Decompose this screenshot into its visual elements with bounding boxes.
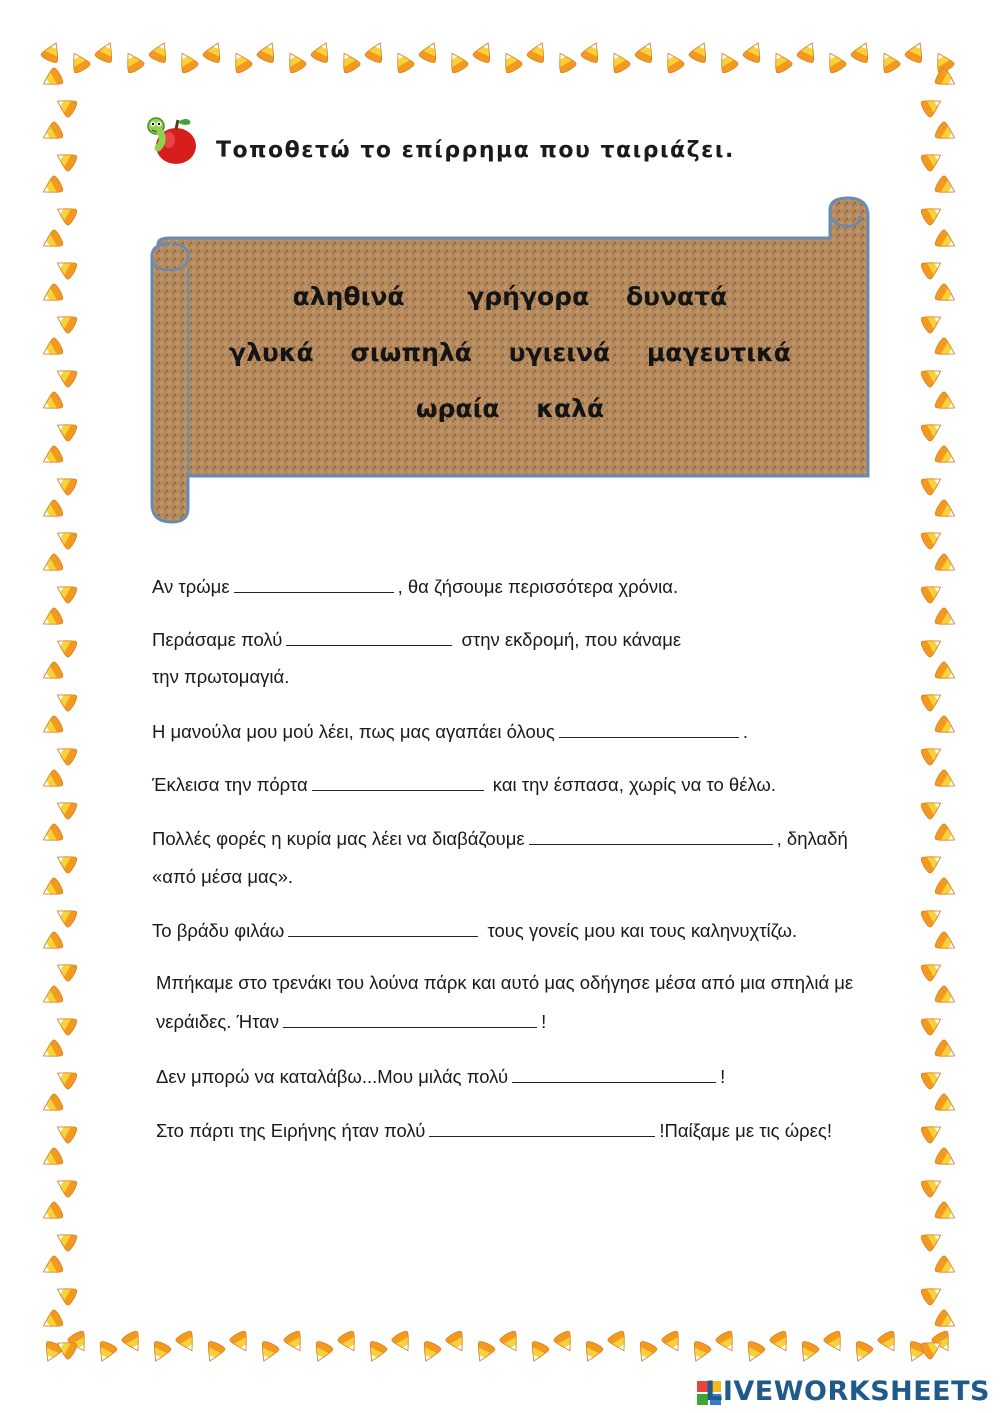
candy-corn-icon (336, 49, 361, 74)
candy-corn-icon (418, 1340, 442, 1365)
candy-corn-icon (445, 1330, 470, 1355)
candy-corn-icon (39, 445, 64, 470)
candy-corn-icon (53, 1281, 78, 1306)
candy-corn-icon (53, 309, 78, 334)
candy-corn-icon (39, 391, 64, 416)
candy-corn-icon (53, 687, 78, 712)
candy-corn-icon (823, 1330, 848, 1355)
candy-corn-icon (552, 49, 577, 74)
candy-corn-icon (53, 633, 78, 658)
candy-corn-icon (934, 1093, 959, 1118)
sentence-7: Μπήκαμε στο τρενάκι του λούνα πάρκ και αυτό μας οδήγησε μέσα από μια σπηλιά με (156, 972, 854, 993)
candy-corn-icon (688, 39, 712, 64)
candy-corn-icon (934, 931, 959, 956)
candy-corn-icon (39, 877, 64, 902)
sentence-8: Δεν μπορώ να καταλάβω...Μου μιλάς πολύ ! (156, 1066, 726, 1087)
candy-corn-icon (53, 741, 78, 766)
candy-corn-icon (920, 1281, 945, 1306)
candy-corn-icon (920, 633, 945, 658)
candy-corn-icon (39, 175, 64, 200)
candy-corn-icon (876, 49, 901, 74)
candy-corn-icon (742, 1340, 766, 1365)
candy-corn-icon (634, 39, 658, 64)
candy-corn-icon (364, 1340, 388, 1365)
candy-corn-icon (53, 1065, 78, 1090)
candy-corn-icon (768, 49, 793, 74)
candy-corn-icon (742, 39, 766, 64)
candy-corn-icon (229, 1330, 254, 1355)
candy-corn-icon (920, 93, 945, 118)
candy-corn-icon (920, 147, 945, 172)
word-chip: ωραία (415, 394, 500, 423)
candy-corn-icon (256, 1340, 280, 1365)
candy-corn-icon (934, 229, 959, 254)
candy-corn-icon (39, 607, 64, 632)
candy-corn-icon (39, 1093, 64, 1118)
candy-corn-icon (934, 1309, 959, 1334)
candy-corn-icon (714, 49, 739, 74)
candy-corn-icon (822, 49, 847, 74)
answer-blank-8[interactable] (512, 1067, 716, 1083)
word-bank-row-2 (190, 338, 830, 367)
candy-corn-icon (444, 49, 469, 74)
candy-corn-icon (920, 849, 945, 874)
sentence-1: Αν τρώμε , θα ζήσουμε περισσότερα χρόνια. (152, 576, 679, 597)
answer-blank-6[interactable] (288, 921, 478, 937)
sentence-4: Έκλεισα την πόρτα και την έσπασα, χωρίς να το θέλω. (152, 774, 777, 795)
candy-corn-icon (920, 687, 945, 712)
sentence-9: Στο πάρτι της Ειρήνης ήταν πολύ !Παίξαμε με τις ώρες! (156, 1120, 832, 1141)
sentence-3: Η μανούλα μου μού λέει, πως μας αγαπάει όλους . (152, 721, 748, 742)
candy-corn-icon (53, 1335, 78, 1360)
candy-corn-icon (390, 49, 415, 74)
word-chip: αληθινά (292, 282, 405, 311)
candy-corn-icon (580, 39, 604, 64)
candy-corn-icon (53, 147, 78, 172)
candy-corn-icon (39, 283, 64, 308)
candy-corn-icon (40, 1340, 64, 1365)
liveworksheets-brand[interactable]: LIVEWORKSHEETS (705, 1376, 990, 1407)
candy-corn-icon (934, 67, 959, 92)
candy-corn-icon (934, 337, 959, 362)
candy-corn-icon (53, 255, 78, 280)
candy-corn-icon (53, 795, 78, 820)
candy-corn-icon (337, 1330, 362, 1355)
candy-corn-icon (40, 39, 64, 64)
candy-corn-icon (934, 391, 959, 416)
sentence-2: Περάσαμε πολύ στην εκδρομή, που κάναμε (152, 629, 682, 650)
candy-corn-icon (310, 1340, 334, 1365)
candy-corn-icon (39, 661, 64, 686)
candy-corn-icon (228, 49, 253, 74)
candy-corn-icon (94, 1340, 118, 1365)
candy-corn-icon (39, 1147, 64, 1172)
candy-corn-icon (920, 1119, 945, 1144)
candy-corn-icon (39, 499, 64, 524)
candy-corn-icon (121, 1330, 146, 1355)
candy-corn-icon (39, 769, 64, 794)
candy-corn-icon (53, 93, 78, 118)
word-chip: δυνατά (625, 282, 728, 311)
candy-corn-icon (920, 1173, 945, 1198)
candy-corn-icon (148, 39, 172, 64)
candy-corn-icon (202, 1340, 226, 1365)
candy-corn-icon (850, 1340, 874, 1365)
candy-corn-icon (53, 1173, 78, 1198)
sentence-7-continued: νεράιδες. Ήταν ! (156, 1011, 547, 1032)
candy-corn-icon (920, 471, 945, 496)
word-chip: γλυκά (229, 338, 314, 367)
candy-corn-icon (498, 49, 523, 74)
candy-corn-icon (920, 309, 945, 334)
candy-corn-icon (934, 661, 959, 686)
candy-corn-icon (934, 445, 959, 470)
word-bank-row-3 (190, 394, 830, 423)
candy-corn-icon (920, 525, 945, 550)
candy-corn-icon (904, 39, 928, 64)
candy-corn-icon (526, 39, 550, 64)
candy-corn-icon (920, 579, 945, 604)
candy-corn-icon (53, 471, 78, 496)
candy-corn-icon (920, 1227, 945, 1252)
candy-corn-icon (934, 877, 959, 902)
candy-corn-icon (930, 49, 955, 74)
answer-blank-2[interactable] (286, 630, 452, 646)
candy-corn-icon (53, 525, 78, 550)
word-chip: καλά (536, 394, 605, 423)
candy-corn-icon (175, 1330, 200, 1355)
candy-corn-icon (39, 931, 64, 956)
sentence-2-continued: την πρωτομαγιά. (152, 666, 290, 687)
candy-corn-icon (202, 39, 226, 64)
candy-corn-icon (39, 229, 64, 254)
candy-corn-icon (660, 49, 685, 74)
candy-corn-icon (607, 1330, 632, 1355)
word-chip: υγιεινά (508, 338, 611, 367)
sentence-5-continued: «από μέσα μας». (152, 866, 294, 887)
candy-corn-icon (39, 67, 64, 92)
candy-corn-icon (66, 49, 91, 74)
candy-corn-icon (39, 1255, 64, 1280)
candy-corn-icon (934, 283, 959, 308)
candy-corn-icon (39, 553, 64, 578)
candy-corn-icon (934, 1255, 959, 1280)
candy-corn-icon (526, 1340, 550, 1365)
candy-corn-icon (934, 607, 959, 632)
candy-corn-icon (39, 1309, 64, 1334)
candy-corn-icon (931, 1330, 956, 1355)
candy-corn-icon (391, 1330, 416, 1355)
candy-corn-icon (174, 49, 199, 74)
sentence-5: Πολλές φορές η κυρία μας λέει να διαβάζουμε , δηλαδή (152, 828, 848, 849)
sentence-6: Το βράδυ φιλάω τους γονείς μου και τους καληνυχτίζω. (152, 920, 798, 941)
candy-corn-icon (53, 849, 78, 874)
candy-corn-icon (39, 1201, 64, 1226)
candy-corn-icon (920, 255, 945, 280)
candy-corn-icon (934, 823, 959, 848)
candy-corn-icon (920, 417, 945, 442)
word-chip: σιωπηλά (350, 338, 472, 367)
candy-corn-icon (661, 1330, 686, 1355)
candy-corn-icon (53, 579, 78, 604)
answer-blank-3[interactable] (559, 722, 739, 738)
answer-blank-4[interactable] (312, 775, 484, 791)
candy-corn-icon (364, 39, 388, 64)
candy-corn-icon (53, 201, 78, 226)
candy-corn-icon (877, 1330, 902, 1355)
answer-blank-9[interactable] (429, 1121, 655, 1137)
candy-corn-icon (920, 957, 945, 982)
candy-corn-icon (934, 499, 959, 524)
candy-corn-icon (53, 1011, 78, 1036)
candy-corn-icon (310, 39, 334, 64)
candy-corn-icon (904, 1340, 928, 1365)
word-chip: γρήγορα (467, 282, 590, 311)
candy-corn-icon (796, 39, 820, 64)
candy-corn-icon (39, 1039, 64, 1064)
candy-corn-icon (934, 175, 959, 200)
candy-corn-icon (850, 39, 874, 64)
candy-corn-icon (472, 39, 496, 64)
candy-corn-icon (934, 1039, 959, 1064)
candy-corn-icon (283, 1330, 308, 1355)
candy-corn-icon (920, 201, 945, 226)
candy-corn-icon (580, 1340, 604, 1365)
candy-corn-icon (934, 1147, 959, 1172)
candy-corn-icon (606, 49, 631, 74)
candy-corn-icon (796, 1340, 820, 1365)
candy-corn-icon (920, 1065, 945, 1090)
candy-corn-icon (67, 1330, 92, 1355)
candy-corn-icon (472, 1340, 496, 1365)
answer-blank-1[interactable] (234, 577, 394, 593)
candy-corn-icon (256, 39, 280, 64)
candy-corn-icon (920, 1011, 945, 1036)
candy-corn-icon (688, 1340, 712, 1365)
page-title: Τοποθετώ το επίρρημα που ταιριάζει. (216, 138, 735, 163)
word-bank-row-1 (190, 282, 830, 311)
candy-corn-icon (934, 769, 959, 794)
candy-corn-icon (920, 1335, 945, 1360)
candy-corn-icon (53, 1119, 78, 1144)
candy-corn-icon (148, 1340, 172, 1365)
candy-corn-icon (39, 715, 64, 740)
candy-corn-icon (53, 957, 78, 982)
candy-corn-icon (499, 1330, 524, 1355)
candy-corn-icon (769, 1330, 794, 1355)
candy-corn-icon (920, 903, 945, 928)
candy-corn-icon (39, 823, 64, 848)
candy-corn-icon (715, 1330, 740, 1355)
candy-corn-icon (934, 121, 959, 146)
candy-corn-icon (282, 49, 307, 74)
candy-corn-icon (934, 553, 959, 578)
candy-corn-icon (120, 49, 145, 74)
candy-corn-icon (553, 1330, 578, 1355)
apple-with-worm-icon (140, 104, 204, 168)
candy-corn-icon (920, 363, 945, 388)
candy-corn-icon (934, 715, 959, 740)
candy-corn-icon (53, 1227, 78, 1252)
candy-corn-icon (634, 1340, 658, 1365)
candy-corn-icon (920, 795, 945, 820)
candy-corn-icon (39, 985, 64, 1010)
answer-blank-7[interactable] (283, 1012, 537, 1028)
candy-corn-icon (934, 1201, 959, 1226)
candy-corn-icon (53, 903, 78, 928)
candy-corn-icon (94, 39, 118, 64)
candy-corn-icon (920, 741, 945, 766)
candy-corn-icon (418, 39, 442, 64)
candy-corn-icon (934, 985, 959, 1010)
candy-corn-icon (53, 417, 78, 442)
candy-corn-icon (39, 121, 64, 146)
candy-corn-icon (53, 363, 78, 388)
candy-corn-icon (39, 337, 64, 362)
word-chip: μαγευτικά (646, 338, 791, 367)
answer-blank-5[interactable] (529, 829, 773, 845)
